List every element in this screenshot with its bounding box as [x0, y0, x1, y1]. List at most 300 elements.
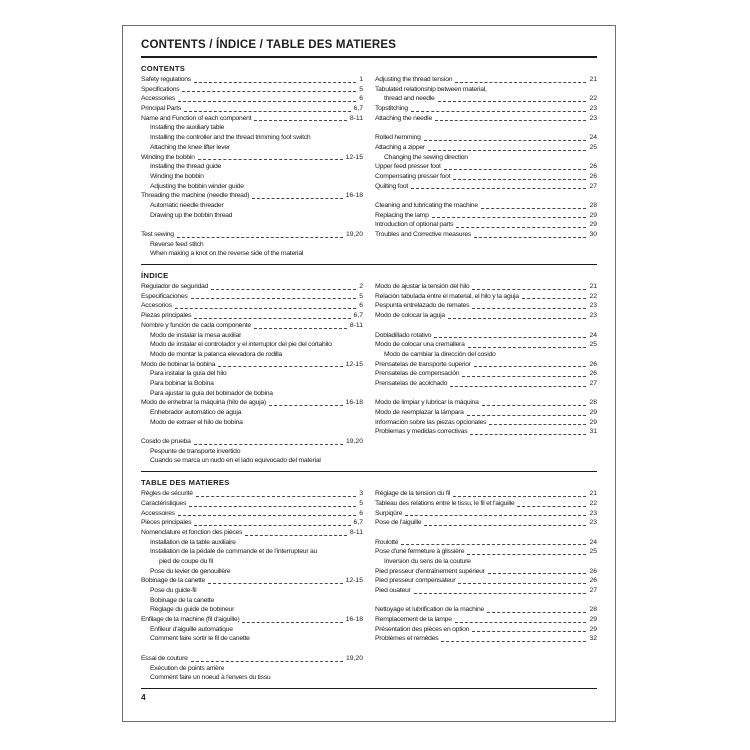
- toc-page-number: 22: [589, 292, 597, 300]
- toc-page-number: 6,7: [353, 312, 363, 320]
- toc-entry: [141, 557, 363, 567]
- toc-page-number: 6: [359, 95, 363, 103]
- toc-entry: [375, 153, 597, 163]
- dotted-leader: [194, 82, 356, 83]
- toc-entry: [141, 301, 363, 311]
- toc-entry: [375, 301, 597, 311]
- toc-entry-label: Replacing the lamp: [375, 211, 429, 219]
- toc-page-number: 8-11: [349, 114, 363, 122]
- toc-entry: [141, 379, 363, 389]
- toc-entry-label: Installing the thread guide: [150, 163, 222, 171]
- toc-entry: [375, 311, 597, 321]
- dotted-leader: [254, 120, 347, 121]
- toc-entry: [375, 634, 597, 644]
- toc-page-number: 27: [589, 587, 597, 594]
- toc-entry-label: Pied ouateur: [375, 587, 411, 594]
- dotted-leader: [432, 217, 587, 218]
- dotted-leader: [517, 506, 586, 507]
- toc-entry-label: Upper feed presser foot: [375, 163, 441, 171]
- toc-spacer: [375, 321, 597, 331]
- toc-entry: [141, 94, 363, 104]
- dotted-leader: [189, 506, 356, 507]
- toc-page-number: 16-18: [345, 192, 363, 200]
- toc-entry-label: Modo de bobinar la bobina: [141, 360, 216, 368]
- toc-page-number: 30: [589, 231, 597, 238]
- toc-entry-label: Adjusting the thread tension: [375, 76, 453, 83]
- toc-entry-label: Cleaning and lubricating the machine: [375, 201, 478, 209]
- toc-page-number: 26: [589, 172, 597, 180]
- toc-section: [141, 471, 597, 683]
- toc-entry-label: Modo de limpiar y lubricar la máquina: [375, 399, 479, 407]
- toc-entry: [375, 418, 597, 428]
- toc-entry: [141, 673, 363, 683]
- dotted-leader: [424, 525, 586, 526]
- toc-page-number: 31: [589, 428, 597, 436]
- dotted-leader: [470, 434, 586, 435]
- toc-entry-label: Attaching a zipper: [375, 143, 425, 151]
- toc-page-number: 6: [359, 302, 363, 310]
- dotted-leader: [424, 140, 587, 141]
- toc-entry-label: Règles de sécurité: [141, 490, 193, 498]
- toc-page-number: 12-15: [345, 153, 363, 161]
- toc-entry: [141, 249, 363, 259]
- toc-entry-label: Problemas y medidas correctivas: [375, 428, 468, 436]
- toc-page-number: 22: [589, 95, 597, 103]
- toc-column-right: [375, 489, 597, 683]
- dotted-leader: [175, 308, 356, 309]
- manual-page: [122, 25, 616, 722]
- toc-page-number: 25: [589, 341, 597, 349]
- toc-page-number: 25: [589, 143, 597, 151]
- toc-entry-label: Modo de extraer el hilo de bobina: [150, 418, 243, 426]
- dotted-leader: [208, 583, 343, 584]
- toc-entry: [141, 201, 363, 211]
- toc-entry-label: Pose d'une fermeture à glissière: [375, 548, 465, 556]
- dotted-leader: [414, 593, 587, 594]
- toc-entry-label: Installation de la table auxiliaire: [150, 538, 236, 546]
- section-heading: CONTENTS: [141, 64, 186, 73]
- toc-entry: [141, 499, 363, 509]
- toc-entry: [141, 664, 363, 674]
- dotted-leader: [455, 622, 587, 623]
- toc-entry-label: Enhebrador automático de aguja: [150, 409, 242, 416]
- toc-entry-label: Réglage de la tension du fil: [375, 490, 450, 498]
- toc-entry-label: Información sobre las piezas opcionales: [375, 418, 487, 426]
- toc-entry: [141, 567, 363, 577]
- toc-entry-label: Para bobinar la Bobina: [150, 379, 214, 387]
- page-title: CONTENTS / ÍNDICE / TABLE DES MATIERES: [141, 39, 597, 58]
- toc-entry-label: Drawing up the bobbin thread: [150, 211, 233, 219]
- toc-entry: [141, 211, 363, 221]
- toc-page-number: 24: [589, 538, 597, 546]
- toc-section: [141, 264, 597, 466]
- toc-column-right: [375, 75, 597, 259]
- toc-entry-label: thread and needle: [384, 95, 435, 103]
- dotted-leader: [441, 641, 586, 642]
- toc-entry: [375, 408, 597, 418]
- toc-entry-label: Safety regulations: [141, 76, 191, 83]
- toc-page-number: 23: [589, 312, 597, 320]
- toc-page-number: 29: [589, 409, 597, 416]
- toc-entry-label: Reverse feed stitch: [150, 240, 204, 248]
- toc-entry: [375, 625, 597, 635]
- toc-entry: [141, 172, 363, 182]
- toc-column-left: [141, 489, 363, 683]
- section-divider: [141, 264, 597, 265]
- dotted-leader: [468, 347, 587, 348]
- toc-entry-label: Winding the bobbin: [150, 172, 204, 180]
- dotted-leader: [411, 188, 586, 189]
- toc-spacer: [141, 220, 363, 230]
- toc-entry-label: Nomenclature et fonction des pièces: [141, 528, 243, 536]
- dotted-leader: [177, 237, 343, 238]
- dotted-leader: [211, 289, 356, 290]
- toc-entry: [375, 509, 597, 519]
- toc-columns: [141, 75, 597, 259]
- toc-entry-label: Pespunte de transporte invertido: [150, 447, 241, 455]
- toc-entry-label: Installing the auxiliary table: [150, 124, 225, 132]
- toc-entry-label: Pose du levier de genouillère: [150, 567, 231, 575]
- toc-entry-label: Quilting foot: [375, 182, 409, 190]
- dotted-leader: [269, 405, 343, 406]
- dotted-leader: [450, 386, 586, 387]
- toc-page-number: 6,7: [353, 105, 363, 113]
- dotted-leader: [178, 515, 356, 516]
- toc-entry: [375, 104, 597, 114]
- toc-entry: [375, 350, 597, 360]
- toc-page-number: 26: [589, 360, 597, 368]
- toc-entry-label: Troubles and Corrective measures: [375, 231, 472, 238]
- toc-entry: [375, 615, 597, 625]
- dotted-leader: [467, 554, 586, 555]
- toc-entry: [375, 182, 597, 192]
- dotted-leader: [428, 150, 587, 151]
- toc-entry-label: Threading the machine (needle thread): [141, 192, 250, 200]
- toc-entry-label: Modo de cambiar la dirección del cosido: [384, 350, 496, 358]
- toc-entry-label: Installation de la pédale de commande et de l'interrupteur au: [150, 548, 318, 556]
- toc-entry-label: Modo de colocar la aguja: [375, 312, 445, 320]
- toc-entry: [375, 201, 597, 211]
- dotted-leader: [474, 237, 586, 238]
- dotted-leader: [405, 515, 586, 516]
- dotted-leader: [194, 525, 350, 526]
- toc-entry-label: Name and Function of each component: [141, 114, 252, 122]
- toc-spacer: [375, 528, 597, 538]
- toc-entry-label: Para ajustar la guía del bobinador de bobina: [150, 389, 273, 397]
- toc-entry: [141, 586, 363, 596]
- toc-entry-label: Surpiqûre: [375, 509, 403, 517]
- toc-entry: [141, 437, 363, 447]
- toc-column-left: [141, 75, 363, 259]
- toc-entry-label: Présentation des pièces en option: [375, 625, 470, 633]
- toc-entry: [375, 114, 597, 124]
- toc-entry: [141, 321, 363, 331]
- toc-page-number: 27: [589, 379, 597, 387]
- toc-entry: [141, 605, 363, 615]
- toc-entry: [375, 75, 597, 85]
- toc-entry-label: Pièces principales: [141, 519, 192, 527]
- footer-divider: [141, 688, 597, 689]
- dotted-leader: [196, 496, 356, 497]
- toc-entry: [375, 172, 597, 182]
- toc-page-number: 23: [589, 105, 597, 113]
- toc-entry-label: Relación tabulada entre el material, el hilo y la aguja: [375, 292, 519, 300]
- toc-entry-label: Pose du guide-fil: [150, 587, 197, 594]
- toc-entry: [375, 489, 597, 499]
- toc-entry-label: Problèmes et remèdes: [375, 635, 439, 643]
- toc-entry: [375, 379, 597, 389]
- dotted-leader: [194, 318, 350, 319]
- toc-entry: [141, 133, 363, 143]
- toc-entry-label: Topstitching: [375, 105, 408, 113]
- toc-entry: [375, 538, 597, 548]
- toc-entry: [375, 398, 597, 408]
- toc-entry: [141, 596, 363, 606]
- toc-spacer: [375, 389, 597, 399]
- dotted-leader: [245, 535, 347, 536]
- dotted-leader: [458, 583, 586, 584]
- toc-entry-label: Prensatelas de compensación: [375, 370, 460, 378]
- toc-page-number: 32: [589, 635, 597, 643]
- dotted-leader: [462, 376, 586, 377]
- toc-page-number: 26: [589, 577, 597, 585]
- section-divider: [141, 471, 597, 472]
- dotted-leader: [182, 91, 356, 92]
- toc-entry: [375, 143, 597, 153]
- toc-entry: [141, 408, 363, 418]
- toc-entry: [375, 85, 597, 95]
- toc-entry: [141, 528, 363, 538]
- toc-page-number: 8-11: [349, 528, 363, 536]
- toc-entry-label: pied de coupe du fil: [159, 557, 213, 565]
- toc-page-number: 23: [589, 519, 597, 527]
- toc-page-number: 29: [589, 211, 597, 219]
- toc-entry-label: Nettoyage et lubrification de la machine: [375, 606, 485, 614]
- toc-entry: [141, 360, 363, 370]
- toc-page-number: 25: [589, 548, 597, 556]
- toc-entry: [375, 557, 597, 567]
- toc-entry-label: Attaching the knee lifter lever: [150, 143, 230, 151]
- toc-entry: [141, 282, 363, 292]
- toc-entry-label: Roulotté: [375, 538, 399, 546]
- toc-page-number: 5: [359, 499, 363, 507]
- toc-entry-label: Réglage du guide de bobineur: [150, 606, 235, 614]
- toc-section: [141, 64, 597, 259]
- toc-entry: [141, 625, 363, 635]
- toc-page-number: 28: [589, 201, 597, 209]
- toc-page-number: 5: [359, 85, 363, 93]
- toc-entry-label: Pied presseur compensateur: [375, 577, 456, 585]
- toc-entry-label: Installing the controller and the thread trimming foot switch: [150, 134, 311, 142]
- dotted-leader: [474, 366, 587, 367]
- toc-entry: [375, 576, 597, 586]
- dotted-leader: [472, 289, 586, 290]
- toc-entry-label: Automatic needle threader: [150, 201, 224, 209]
- toc-entry-label: Modo de instalar el controlador y el interruptor del pie del cortahilo: [150, 341, 332, 349]
- toc-page-number: 29: [589, 616, 597, 624]
- dotted-leader: [184, 111, 350, 112]
- dotted-leader: [487, 612, 586, 613]
- toc-entry: [141, 369, 363, 379]
- toc-entry: [141, 576, 363, 586]
- toc-entry: [375, 220, 597, 230]
- toc-page-number: 12-15: [345, 577, 363, 585]
- toc-entry-label: Tableau des relations entre le tissu, le fil et l'aiguille: [375, 499, 515, 507]
- toc-entry-label: Modo de instalar la mesa auxiliar: [150, 331, 242, 339]
- toc-entry: [141, 634, 363, 644]
- toc-entry-label: Inversion du sens de la couture: [384, 557, 471, 565]
- toc-entry: [141, 489, 363, 499]
- toc-entry-label: Compensating presser foot: [375, 172, 451, 180]
- toc-entry-label: Caractéristiques: [141, 499, 187, 507]
- toc-entry-label: When making a knot on the reverse side of the material: [150, 250, 304, 258]
- toc-entry-label: Enfilage de la machine (fil d'aiguille): [141, 616, 240, 624]
- dotted-leader: [252, 198, 342, 199]
- dotted-leader: [472, 308, 586, 309]
- dotted-leader: [191, 298, 357, 299]
- toc-page-number: 19,20: [345, 438, 363, 446]
- sections-container: [141, 64, 597, 683]
- toc-entry: [375, 369, 597, 379]
- dotted-leader: [488, 573, 587, 574]
- section-heading: ÍNDICE: [141, 271, 169, 281]
- toc-entry-label: Exécution de points arrière: [150, 664, 225, 672]
- dotted-leader: [455, 82, 586, 83]
- toc-spacer: [375, 123, 597, 133]
- toc-entry-label: Principal Parts: [141, 105, 182, 113]
- toc-entry: [141, 153, 363, 163]
- toc-columns: [141, 282, 597, 466]
- toc-entry: [375, 211, 597, 221]
- toc-page-number: 2: [359, 283, 363, 291]
- toc-page-number: 6,7: [353, 519, 363, 527]
- toc-entry: [375, 360, 597, 370]
- toc-entry-label: Nombre y función de cada componente: [141, 321, 251, 329]
- dotted-leader: [178, 101, 356, 102]
- toc-page-number: 12-15: [345, 360, 363, 368]
- toc-page-number: 16-18: [345, 616, 363, 624]
- toc-entry: [141, 240, 363, 250]
- dotted-leader: [448, 318, 586, 319]
- toc-page-number: 29: [589, 418, 597, 426]
- toc-page-number: 23: [589, 114, 597, 122]
- dotted-leader: [411, 111, 587, 112]
- toc-entry-label: Bobinage de la canette: [150, 596, 215, 604]
- toc-entry-label: Enfileur d'aiguille automatique: [150, 625, 233, 633]
- toc-entry: [375, 499, 597, 509]
- toc-entry: [141, 162, 363, 172]
- toc-entry-label: Bobinage de la canette: [141, 577, 206, 585]
- toc-entry-label: Cuando se marca un nudo en el lado equivocado del material: [150, 457, 321, 465]
- toc-entry-label: Attaching the needle: [375, 114, 432, 122]
- dotted-leader: [438, 101, 587, 102]
- toc-page-number: 27: [589, 182, 597, 190]
- toc-entry: [141, 456, 363, 466]
- toc-page-number: 6: [359, 509, 363, 517]
- toc-entry: [375, 133, 597, 143]
- toc-entry: [141, 389, 363, 399]
- toc-page-number: 26: [589, 163, 597, 171]
- dotted-leader: [481, 208, 587, 209]
- toc-entry: [141, 340, 363, 350]
- toc-spacer: [375, 596, 597, 606]
- toc-entry: [375, 586, 597, 596]
- toc-page-number: 24: [589, 134, 597, 142]
- toc-entry-label: Remplacement de la lampe: [375, 616, 452, 624]
- toc-entry: [375, 340, 597, 350]
- toc-entry: [375, 162, 597, 172]
- toc-page-number: 28: [589, 399, 597, 407]
- toc-page-number: 21: [589, 490, 597, 498]
- toc-entry: [141, 615, 363, 625]
- toc-entry: [375, 292, 597, 302]
- toc-entry-label: Pose de l'aiguille: [375, 519, 422, 527]
- toc-entry-label: Especificaciones: [141, 292, 188, 300]
- dotted-leader: [198, 159, 343, 160]
- toc-spacer: [375, 191, 597, 201]
- toc-entry-label: Accesorios: [141, 302, 172, 310]
- dotted-leader: [456, 227, 586, 228]
- toc-entry-label: Modo de enhebrar la máquina (hilo de aguja): [141, 399, 266, 407]
- toc-entry: [141, 547, 363, 557]
- toc-page-number: 19,20: [345, 231, 363, 238]
- toc-spacer: [141, 427, 363, 437]
- toc-entry: [141, 182, 363, 192]
- toc-entry: [375, 518, 597, 528]
- toc-entry: [141, 143, 363, 153]
- toc-entry: [141, 104, 363, 114]
- toc-entry-label: Introduction of optional parts: [375, 221, 454, 229]
- dotted-leader: [472, 631, 586, 632]
- toc-page-number: 3: [359, 490, 363, 498]
- toc-page-number: 21: [589, 283, 597, 291]
- toc-entry: [375, 331, 597, 341]
- toc-entry: [141, 311, 363, 321]
- toc-page-number: 26: [589, 370, 597, 378]
- toc-entry-label: Modo de ajustar la tensión del hilo: [375, 283, 470, 291]
- toc-page-number: 24: [589, 331, 597, 339]
- toc-entry-label: Modo de montar la palanca elevadora de rodilla: [150, 350, 283, 358]
- toc-page-number: 16-18: [345, 399, 363, 407]
- toc-entry-label: Comment faire sortir le fil de canette: [150, 635, 250, 643]
- toc-page-number: 21: [589, 76, 597, 83]
- toc-entry-label: Rolled hemming: [375, 134, 421, 142]
- toc-entry-label: Dobladillado rotativo: [375, 331, 432, 339]
- toc-entry: [141, 509, 363, 519]
- toc-entry-label: Pespunta entrelazado de remates: [375, 302, 470, 310]
- dotted-leader: [254, 328, 347, 329]
- toc-column-left: [141, 282, 363, 466]
- toc-entry: [375, 94, 597, 104]
- toc-entry-label: Tabulated relationship between material,: [375, 85, 487, 93]
- toc-entry: [141, 398, 363, 408]
- toc-entry-label: Modo de reemplazar la lámpara: [375, 409, 464, 416]
- dotted-leader: [522, 298, 587, 299]
- page-number: 4: [141, 691, 146, 702]
- toc-entry: [141, 191, 363, 201]
- toc-entry: [141, 85, 363, 95]
- toc-columns: [141, 489, 597, 683]
- toc-entry: [141, 447, 363, 457]
- toc-entry: [141, 123, 363, 133]
- toc-entry: [141, 331, 363, 341]
- toc-entry-label: Changing the sewing direction: [384, 153, 468, 161]
- toc-page-number: 1: [359, 76, 363, 83]
- section-heading: TABLE DES MATIERES: [141, 478, 230, 488]
- toc-entry: [141, 518, 363, 528]
- toc-page-number: 28: [589, 606, 597, 614]
- dotted-leader: [242, 622, 342, 623]
